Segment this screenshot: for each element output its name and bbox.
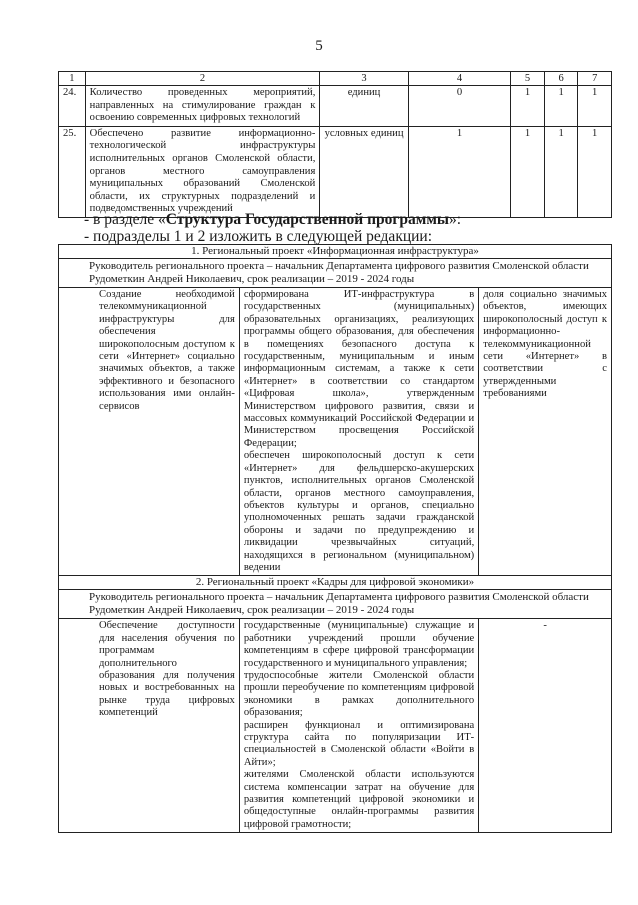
indicator-cell: Обеспечено развитие информационно-технологической инфраструктуры исполнительных органов Смоленской области, органов местного самоуправления муниципальных образований Смоленской области, их структурных подразделений и подведомственных учреждений xyxy=(85,126,320,217)
table-row xyxy=(59,619,612,833)
unit-cell: единиц xyxy=(320,86,408,127)
indicator-cell: Количество проведенных мероприятий, направленных на стимулирование граждан к освоению современных цифровых технологий xyxy=(85,86,320,127)
section-title-row xyxy=(59,245,612,259)
result-item: расширен функционал и оптимизирована структура сайта по популяризации ИТ-специальностей в Смоленской области «Войти в Айти»; xyxy=(243,719,475,768)
table-row xyxy=(59,126,612,217)
value-cell: 1 xyxy=(408,126,511,217)
table-row xyxy=(59,288,612,576)
table-header-row xyxy=(59,72,612,86)
value-cell: 1 xyxy=(578,126,612,217)
heading-suffix: »: xyxy=(449,211,462,228)
page-number: 5 xyxy=(315,38,323,54)
structure-table xyxy=(58,244,612,833)
value-cell: 1 xyxy=(511,126,545,217)
project-leader: Руководитель регионального проекта – начальник Департамента цифрового развития Смоленской области Рудометкин Андрей Николаевич, срок реализации – 2019 - 2024 годы xyxy=(59,590,612,619)
section-heading xyxy=(84,211,461,228)
header-cell: 6 xyxy=(544,72,578,86)
value-cell: 0 xyxy=(408,86,511,127)
header-cell: 5 xyxy=(511,72,545,86)
row-number: 25. xyxy=(59,126,86,217)
unit-cell: условных единиц xyxy=(320,126,408,217)
subsection-heading: - подразделы 1 и 2 изложить в следующей редакции: xyxy=(84,228,433,245)
section-title: 2. Региональный проект «Кадры для цифровой экономики» xyxy=(59,576,612,590)
result-item: государственные (муниципальные) служащие и работники учреждений прошли обучение компетенциям в сфере цифровой трансформации государственного и муниципального управления; xyxy=(243,620,475,669)
task-cell: Создание необходимой телекоммуникационной инфраструктуры для обеспечения широкополосным доступом к сети «Интернет» социально значимых объектов, а также эффективного и безопасного использования ими онлайн-сервисов xyxy=(59,288,240,576)
indicators-table xyxy=(58,71,612,218)
result-item: трудоспособные жители Смоленской области прошли переобучение по компетенциям цифровой экономики в рамках дополнительного образования; xyxy=(243,669,475,719)
header-cell: 7 xyxy=(578,72,612,86)
header-cell: 3 xyxy=(320,72,408,86)
result-item: жителями Смоленской области используются система компенсации затрат на обучение для развития компетенций цифровой экономики и общедоступные онлайн-программы развития цифровой грамотности; xyxy=(243,769,475,830)
row-number: 24. xyxy=(59,86,86,127)
link-cell: доля социально значимых объектов, имеющих широкополосный доступ к информационно-телекоммуникационной сети «Интернет» в соответствии с утвержденными требованиями xyxy=(479,288,612,576)
task-cell: Обеспечение доступности для населения обучения по программам дополнительного образования для получения новых и востребованных на рынке труда цифровых компетенций xyxy=(59,619,240,833)
project-leader: Руководитель регионального проекта – начальник Департамента цифрового развития Смоленской области Рудометкин Андрей Николаевич, срок реализации – 2019 - 2024 годы xyxy=(59,259,612,288)
leader-row xyxy=(59,259,612,288)
link-cell: - xyxy=(479,619,612,833)
value-cell: 1 xyxy=(544,86,578,127)
result-item: сформирована ИТ-инфраструктура в государственных (муниципальных) образовательных организациях, реализующих программы общего образования, для обеспечения в помещениях безопасного доступа к государственным, муниципальным и иным информационным системам, а также к сети «Интернет» в соответствии со стандартом «Цифровая школа», утвержденным Министерством цифрового развития, связи и массовых коммуникаций Российской Федерации и Министерством просвещения Российской Федерации; xyxy=(243,289,475,449)
heading-prefix: - в разделе « xyxy=(84,211,166,228)
section-title: 1. Региональный проект «Информационная инфраструктура» xyxy=(59,245,612,259)
result-item: обеспечен широкополосный доступ к сети «Интернет» для фельдшерско-акушерских пунктов, исполнительных органов Смоленской области, органов местного самоуправления, объектов культуры и органов, специально уполномоченных решать задачи гражданской обороны и задачи по предупреждению и ликвидации чрезвычайных ситуаций, находящихся в региональном (муниципальном) ведении xyxy=(243,450,475,573)
header-cell: 1 xyxy=(59,72,86,86)
value-cell: 1 xyxy=(578,86,612,127)
section-title-row xyxy=(59,576,612,590)
value-cell: 1 xyxy=(544,126,578,217)
leader-row xyxy=(59,590,612,619)
value-cell: 1 xyxy=(511,86,545,127)
results-cell xyxy=(239,619,478,833)
table-row xyxy=(59,86,612,127)
heading-bold: Структура Государственной программы xyxy=(165,211,450,228)
header-cell: 2 xyxy=(85,72,320,86)
header-cell: 4 xyxy=(408,72,511,86)
results-cell xyxy=(239,288,478,576)
